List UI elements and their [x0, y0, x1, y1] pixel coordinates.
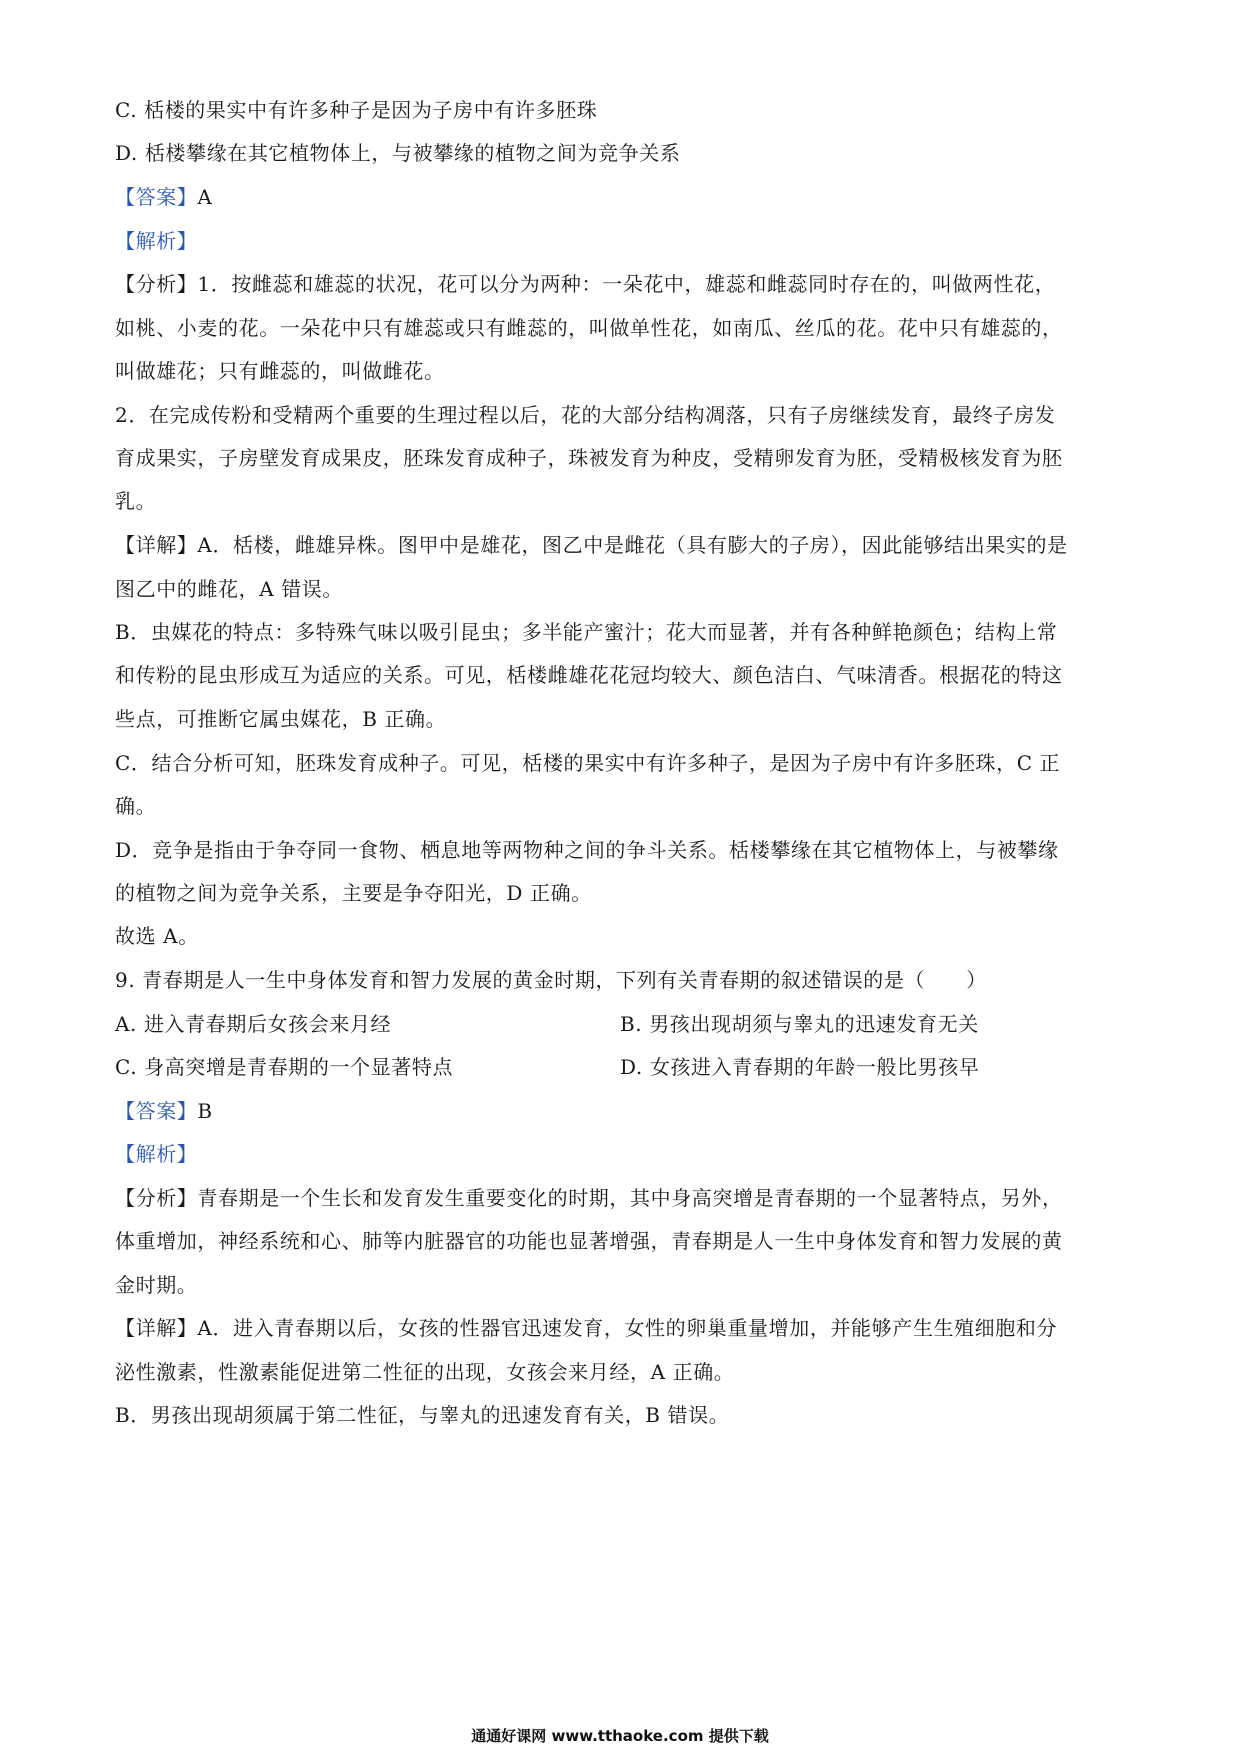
option-d-question9: D. 女孩进入青春期的年龄一般比男孩早	[620, 1055, 980, 1079]
paragraph-line: 故选 A。	[115, 924, 199, 948]
paragraph-line: B．男孩出现胡须属于第二性征，与睾丸的迅速发育有关，B 错误。	[115, 1403, 730, 1427]
option-d-question8: D. 栝楼攀缘在其它植物体上，与被攀缘的植物之间为竞争关系	[115, 141, 681, 165]
paragraph-line: 确。	[115, 794, 157, 818]
paragraph-line: 体重增加，神经系统和心、肺等内脏器官的功能也显著增强，青春期是人一生中身体发育和智力发展的黄	[115, 1229, 1063, 1253]
paragraph-line: 图乙中的雌花，A 错误。	[115, 577, 344, 601]
answer-tag: 【答案】	[115, 185, 198, 209]
paragraph-line: 和传粉的昆虫形成互为适应的关系。可见，栝楼雌雄花花冠均较大、颜色洁白、气味清香。根据花的特这	[115, 663, 1063, 687]
analysis-heading-q9	[115, 1140, 1135, 1168]
answer-tag: 【答案】	[115, 1099, 198, 1123]
paragraph-line: 【分析】青春期是一个生长和发育发生重要变化的时期，其中身高突增是青春期的一个显著特点，另外，	[115, 1186, 1063, 1210]
paragraph-line: 金时期。	[115, 1273, 198, 1297]
paragraph-line: 【详解】A．栝楼，雌雄异株。图甲中是雄花，图乙中是雌花（具有膨大的子房），因此能够结出果实的是	[115, 533, 1068, 557]
paragraph-line: 叫做雄花；只有雌蕊的，叫做雌花。	[115, 359, 445, 383]
paragraph-line: 育成果实，子房壁发育成果皮，胚珠发育成种子，珠被发育为种皮，受精卵发育为胚，受精极核发育为胚	[115, 446, 1063, 470]
option-c-question8: C. 栝楼的果实中有许多种子是因为子房中有许多胚珠	[115, 98, 598, 122]
option-a-question9: A. 进入青春期后女孩会来月经	[115, 1012, 392, 1036]
paragraph-line: 乳。	[115, 489, 157, 513]
paragraph-line: 【分析】1．按雌蕊和雄蕊的状况，花可以分为两种：一朵花中，雄蕊和雌蕊同时存在的，叫做两性花，	[115, 272, 1056, 296]
paragraph-line: 的植物之间为竞争关系，主要是争夺阳光，D 正确。	[115, 881, 592, 905]
answer-line-q8	[115, 183, 1135, 211]
question-9-stem: 9. 青春期是人一生中身体发育和智力发展的黄金时期，下列有关青春期的叙述错误的是（ ）	[115, 968, 987, 992]
paragraph-line: 2．在完成传粉和受精两个重要的生理过程以后，花的大部分结构凋落，只有子房继续发育，最终子房发	[115, 403, 1056, 427]
analysis-heading-q8	[115, 227, 1135, 255]
paragraph-line: 如桃、小麦的花。一朵花中只有雄蕊或只有雌蕊的，叫做单性花，如南瓜、丝瓜的花。花中只有雄蕊的，	[115, 316, 1063, 340]
paragraph-line: C．结合分析可知，胚珠发育成种子。可见，栝楼的果实中有许多种子，是因为子房中有许多胚珠，C 正	[115, 751, 1061, 775]
answer-value: A	[197, 185, 213, 209]
answer-line-q9	[115, 1097, 1135, 1125]
option-c-question9: C. 身高突增是青春期的一个显著特点	[115, 1055, 454, 1079]
paragraph-line: 些点，可推断它属虫媒花，B 正确。	[115, 707, 447, 731]
option-b-question9: B. 男孩出现胡须与睾丸的迅速发育无关	[620, 1012, 979, 1036]
paragraph-line: 【详解】A．进入青春期以后，女孩的性器官迅速发育，女性的卵巢重量增加，并能够产生生殖细胞和分	[115, 1316, 1058, 1340]
footer-watermark: 通通好课网 www.tthaoke.com 提供下载	[471, 1727, 769, 1745]
paragraph-line: B．虫媒花的特点：多特殊气味以吸引昆虫；多半能产蜜汁；花大而显著，并有各种鲜艳颜色；结构上常	[115, 620, 1058, 644]
answer-value: B	[197, 1099, 213, 1123]
analysis-tag: 【解析】	[115, 1142, 198, 1166]
paragraph-line: D．竞争是指由于争夺同一食物、栖息地等两物种之间的争斗关系。栝楼攀缘在其它植物体上，与被攀缘	[115, 838, 1059, 862]
analysis-tag: 【解析】	[115, 229, 198, 253]
paragraph-line: 泌性激素，性激素能促进第二性征的出现，女孩会来月经，A 正确。	[115, 1360, 735, 1384]
